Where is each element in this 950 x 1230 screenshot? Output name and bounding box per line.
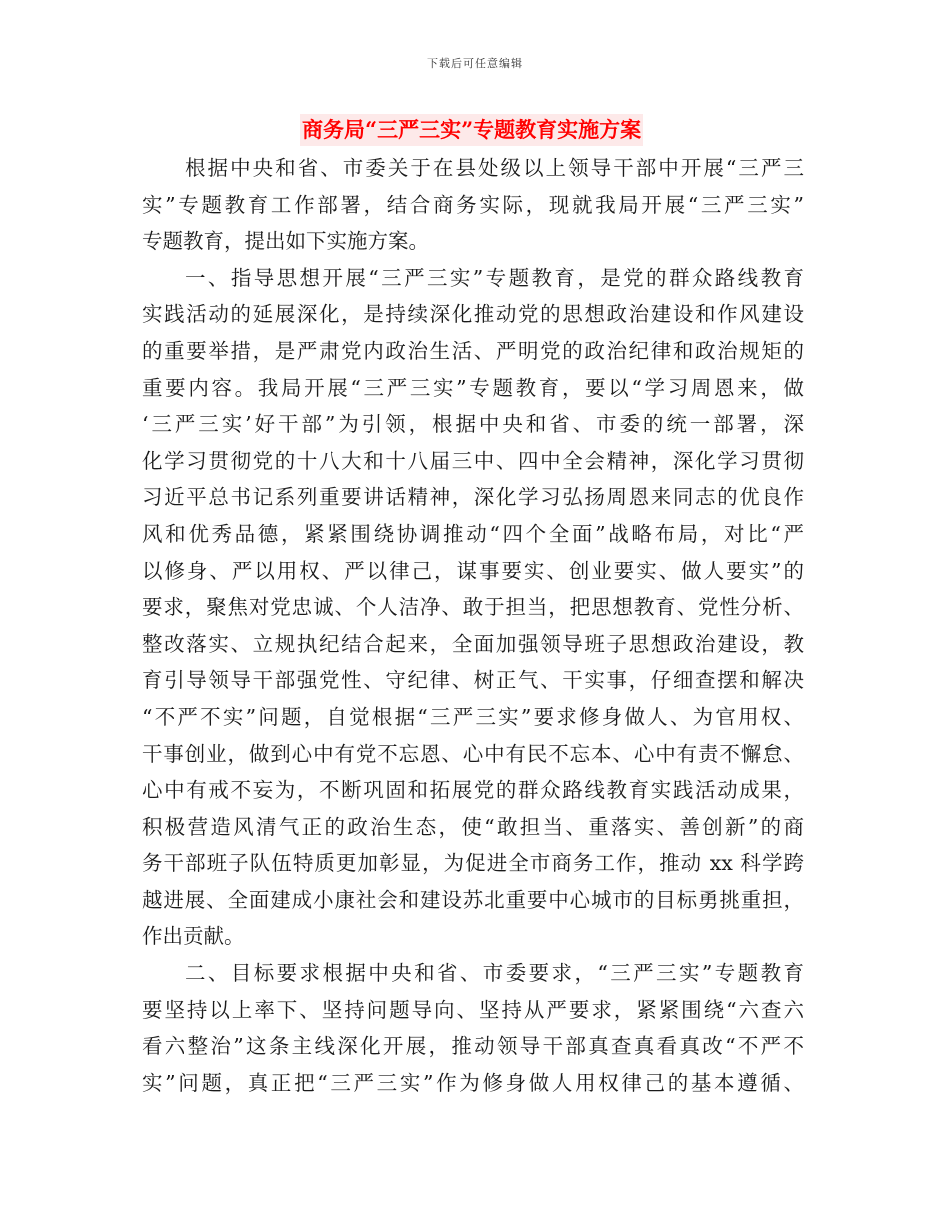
paragraph-2-line-8: 风和优秀品德，紧紧围绕协调推动“四个全面”战略布局，对比“严 bbox=[142, 521, 804, 546]
paragraph-2-line-11: 整改落实、立规执纪结合起来，全面加强领导班子思想政治建设，教 bbox=[142, 631, 804, 656]
document-body bbox=[142, 150, 804, 1101]
paragraph-1-line-3: 专题教育，提出如下实施方案。 bbox=[142, 229, 429, 254]
header-note: 下载后可任意编辑 bbox=[427, 57, 523, 70]
paragraph-2-line-15: 心中有戒不妄为，不断巩固和拓展党的群众路线教育实践活动成果， bbox=[142, 778, 804, 803]
paragraph-3-line-2: 要坚持以上率下、坚持问题导向、坚持从严要求，紧紧围绕“六查六 bbox=[142, 997, 804, 1022]
paragraph-2-line-16: 积极营造风清气正的政治生态，使“敢担当、重落实、善创新”的商 bbox=[142, 814, 804, 839]
paragraph-2-line-7: 习近平总书记系列重要讲话精神，深化学习弘扬周恩来同志的优良作 bbox=[142, 485, 804, 510]
paragraph-1-line-2: 实”专题教育工作部署，结合商务实际，现就我局开展“三严三实” bbox=[142, 192, 804, 217]
paragraph-3-line-1: 二、目标要求根据中央和省、市委要求，“三严三实”专题教育 bbox=[185, 961, 804, 986]
paragraph-2-line-14: 干事创业，做到心中有党不忘恩、心中有民不忘本、心中有责不懈怠、 bbox=[142, 741, 804, 766]
paragraph-2-line-3: 的重要举措，是严肃党内政治生活、严明党的政治纪律和政治规矩的 bbox=[142, 338, 804, 363]
paragraph-2-line-2: 实践活动的延展深化，是持续深化推动党的思想政治建设和作风建设 bbox=[142, 302, 804, 327]
paragraph-2-line-12: 育引导领导干部强党性、守纪律、树正气、干实事，仔细查摆和解决 bbox=[142, 668, 804, 693]
paragraph-2-line-6: 化学习贯彻党的十八大和十八届三中、四中全会精神，深化学习贯彻 bbox=[142, 448, 804, 473]
paragraph-2-line-10: 要求，聚焦对党忠诚、个人洁净、敢于担当，把思想教育、党性分析、 bbox=[142, 595, 804, 620]
paragraph-2-line-5: ‘三严三实’好干部”为引领，根据中央和省、市委的统一部署，深 bbox=[142, 412, 804, 437]
paragraph-3-line-3: 看六整治”这条主线深化开展，推动领导干部真查真看真改“不严不 bbox=[142, 1034, 804, 1059]
paragraph-2-line-9: 以修身、严以用权、严以律己，谋事要实、创业要实、做人要实”的 bbox=[142, 558, 804, 583]
paragraph-2-line-19: 作出贡献。 bbox=[142, 924, 245, 949]
paragraph-2-line-4: 重要内容。我局开展“三严三实”专题教育，要以“学习周恩来，做 bbox=[142, 375, 804, 400]
paragraph-2-line-17: 务干部班子队伍特质更加彰显，为促进全市商务工作，推动 xx 科学跨 bbox=[142, 851, 804, 876]
paragraph-1-line-1: 根据中央和省、市委关于在县处级以上领导干部中开展“三严三 bbox=[185, 156, 804, 180]
paragraph-3-line-4: 实”问题，真正把“三严三实”作为修身做人用权律己的基本遵循、 bbox=[142, 1070, 804, 1095]
paragraph-2-line-13: “不严不实”问题，自觉根据“三严三实”要求修身做人、为官用权、 bbox=[142, 704, 804, 729]
document-title: 商务局“三严三实”专题教育实施方案 bbox=[300, 114, 643, 146]
paragraph-2-line-18: 越进展、全面建成小康社会和建设苏北重要中心城市的目标勇挑重担， bbox=[142, 887, 804, 912]
paragraph-2-line-1: 一、指导思想开展“三严三实”专题教育，是党的群众路线教育 bbox=[185, 265, 804, 290]
